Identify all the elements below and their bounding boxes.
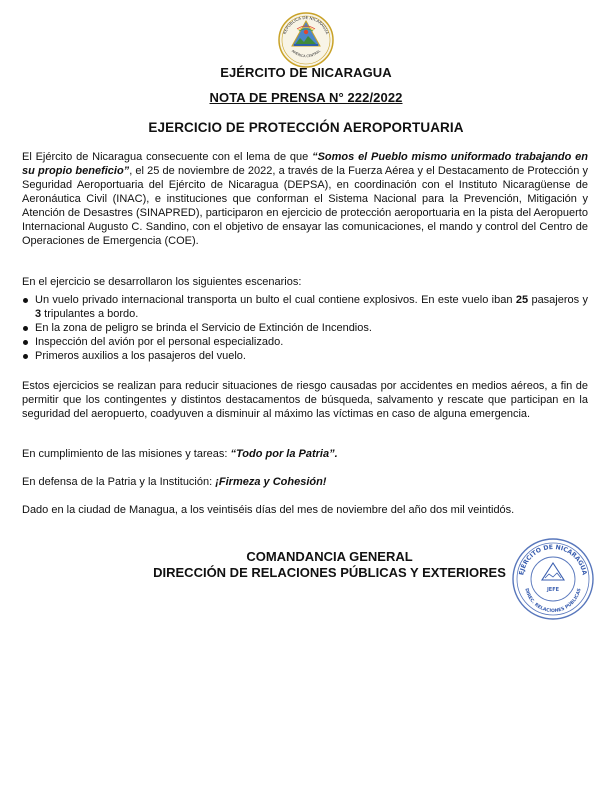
document-title: EJERCICIO DE PROTECCIÓN AEROPORTUARIA (148, 120, 464, 135)
official-seal-icon (510, 536, 596, 622)
intro-text-a: El Ejército de Nicaragua consecuente con el lema de que (22, 151, 313, 163)
intro-text-b: , el 25 de noviembre de 2022, a través de la Fuerza Aérea y el Destacamento de Protección y Seguridad Aeroportuaria del Ejército de Nicaragua (DEPSA), en coordinación con el Instituto Nicaragüense de Aeronáutica Civil (INAC), e instituciones que conforman el Sistema Nacional para la Prevención, Mitigación y Atención de Desastres (SINAPRED), participaron en ejercicio de protección aeroportuaria en la pista del Aeropuerto Internacional Augusto C. Sandino, con el objetivo de ensayar las comunicaciones, el mando y control del Centro de Operaciones de Emergencia (COE). (22, 165, 589, 247)
mission-motto: “Todo por la Patria”. (230, 448, 338, 460)
emblem-text-bottom: AMÉRICA CENTRAL (290, 48, 322, 59)
seal-text-top: EJÉRCITO DE NICARAGUA (518, 543, 588, 576)
purpose-paragraph: Estos ejercicios se realizan para reducir situaciones de riesgo causadas por accidentes en medios aéreos, a fin de permitir que los contingentes y distintos destacamentos de búsqueda, salvamento y rescate que participan en la seguridad del aeropuerto, coadyuven a disminuir al máximo las víctimas en caso de alguna emergencia. (22, 380, 588, 420)
svg-text:EJÉRCITO DE NICARAGUA (518, 544, 588, 576)
emblem-text-top: REPÚBLICA DE NICARAGUA (281, 14, 331, 35)
list-item: En la zona de peligro se brinda el Servicio de Extinción de Incendios. (22, 321, 588, 335)
seal-text-bottom: DIREC. RELACIONES PÚBLICAS (523, 587, 583, 615)
press-release-number: NOTA DE PRENSA N° 222/2022 (209, 90, 403, 105)
list-item: Primeros auxilios a los pasajeros del vuelo. (22, 349, 588, 363)
coat-of-arms-icon (276, 8, 336, 68)
mission-paragraph: En cumplimiento de las misiones y tareas: “Todo por la Patria”. (22, 448, 338, 460)
scenarios-intro: En el ejercicio se desarrollaron los siguientes escenarios: (22, 276, 302, 288)
date-paragraph: Dado en la ciudad de Managua, a los veintiséis días del mes de noviembre del año dos mil veintidós. (22, 504, 515, 516)
institutional-motto: “Somos el Pueblo mismo uniformado trabajando en su propio beneficio” (22, 151, 588, 177)
list-item: Inspección del avión por el personal especializado. (22, 335, 588, 349)
signature-line-2: DIRECCIÓN DE RELACIONES PÚBLICAS Y EXTERIORES (153, 565, 506, 580)
defense-motto: ¡Firmeza y Cohesión! (215, 476, 327, 488)
signature-line-1: COMANDANCIA GENERAL (246, 549, 413, 564)
organization-name: EJÉRCITO DE NICARAGUA (220, 65, 392, 80)
seal-center-text: JEFE (546, 587, 560, 593)
scenarios-list (22, 293, 588, 363)
intro-paragraph (22, 150, 588, 248)
defense-paragraph: En defensa de la Patria y la Institución: ¡Firmeza y Cohesión! (22, 476, 327, 488)
list-item: Un vuelo privado internacional transporta un bulto el cual contiene explosivos. En este vuelo iban 25 pasajeros y 3 tripulantes a bordo. (22, 293, 588, 321)
